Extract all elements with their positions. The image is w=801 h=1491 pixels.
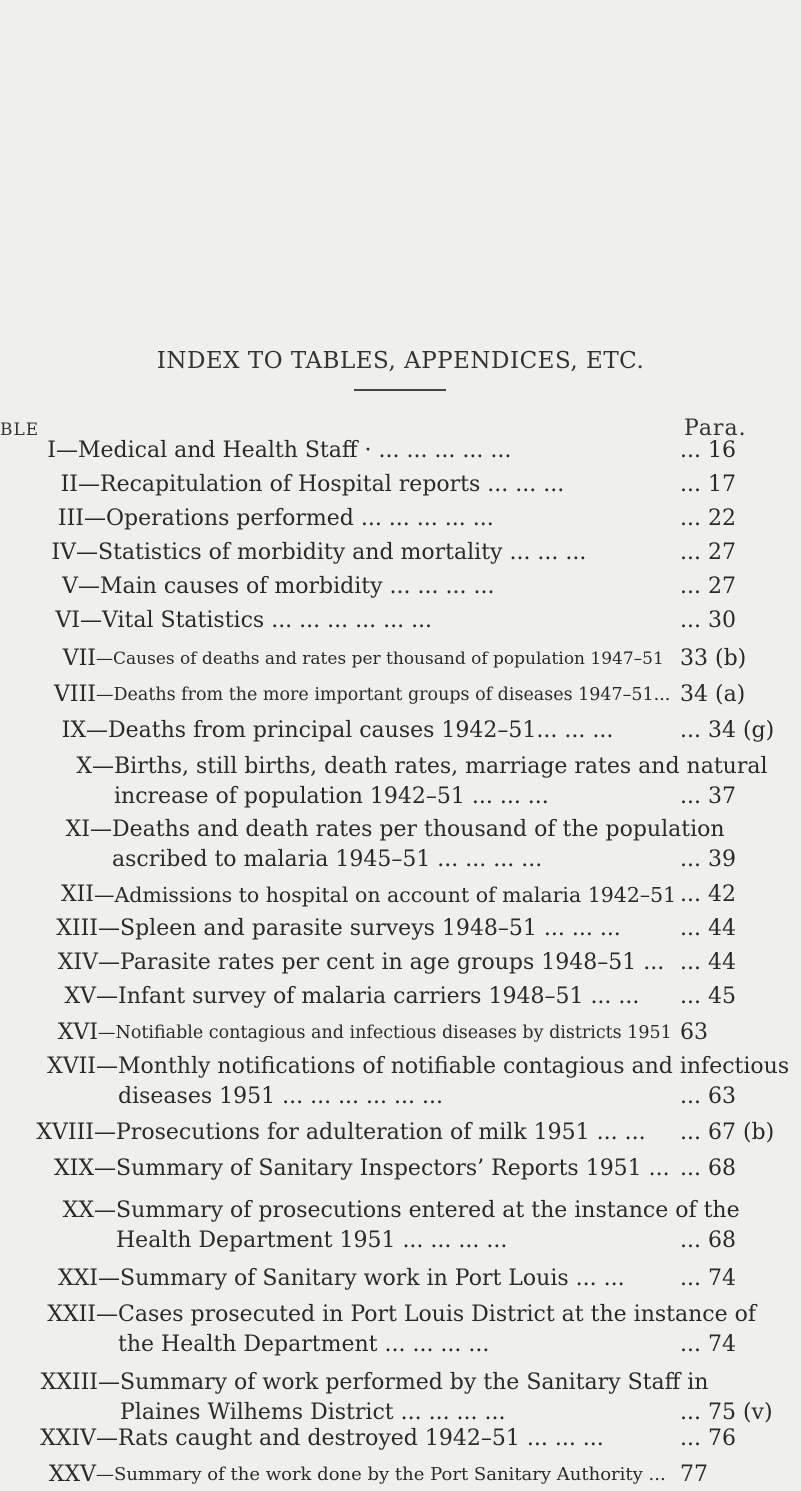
- table-column-header: BLE: [0, 420, 40, 440]
- entry-description: —Recapitulation of Hospital reports ... ... ...: [78, 472, 565, 497]
- para-reference: ... 74: [680, 1266, 736, 1291]
- para-reference: ... 39: [680, 847, 736, 872]
- entry-description: —Operations performed ... ... ... ... ...: [84, 506, 494, 531]
- para-reference: 34 (a): [680, 682, 746, 707]
- table-number: XI: [65, 817, 90, 842]
- table-number: I: [47, 438, 56, 463]
- table-number: XXI: [57, 1266, 98, 1291]
- title-rule: [354, 389, 446, 391]
- para-reference: ... 67 (b): [680, 1120, 775, 1145]
- page-title: INDEX TO TABLES, APPENDICES, ETC.: [156, 348, 645, 374]
- table-number: XVI: [57, 1020, 98, 1045]
- entry-description: —Deaths and death rates per thousand of the population: [90, 817, 725, 842]
- para-reference: ... 74: [680, 1332, 736, 1357]
- para-reference: ... 30: [680, 608, 736, 633]
- para-reference: ... 75 (v): [680, 1400, 773, 1425]
- para-reference: ... 68: [680, 1228, 736, 1253]
- para-reference: ... 42: [680, 882, 736, 907]
- table-number: XIII: [56, 916, 98, 941]
- entry-description: —Notifiable contagious and infectious diseases by districts 1951: [98, 1023, 672, 1043]
- entry-description: —Spleen and parasite surveys 1948–51 ... ... ...: [98, 916, 621, 941]
- para-reference: ... 76: [680, 1426, 736, 1451]
- table-number: XXV: [48, 1462, 96, 1487]
- para-reference: ... 34 (g): [680, 718, 775, 743]
- entry-description: —Births, still births, death rates, marriage rates and natural: [92, 754, 768, 779]
- table-number: II: [60, 472, 78, 497]
- entry-description: —Admissions to hospital on account of malaria 1942–51: [94, 883, 677, 907]
- para-reference: ... 45: [680, 984, 736, 1009]
- para-reference: ... 63: [680, 1084, 736, 1109]
- para-reference: 33 (b): [680, 646, 747, 671]
- para-reference: ... 44: [680, 916, 736, 941]
- entry-description: —Deaths from principal causes 1942–51... ... ...: [86, 718, 614, 743]
- table-number: XXII: [47, 1302, 96, 1327]
- entry-description: —Statistics of morbidity and mortality ... ... ...: [76, 540, 587, 565]
- entry-description: —Causes of deaths and rates per thousand of population 1947–51: [96, 649, 664, 669]
- table-number: III: [57, 506, 84, 531]
- entry-description: —Main causes of morbidity ... ... ... ...: [78, 574, 495, 599]
- table-number: XII: [60, 882, 94, 907]
- entry-description-continued: Health Department 1951 ... ... ... ...: [116, 1228, 508, 1253]
- table-number: XXIII: [40, 1370, 98, 1395]
- entry-description: —Medical and Health Staff · ... ... ... ... ...: [56, 438, 512, 463]
- para-reference: ... 44: [680, 950, 736, 975]
- table-number: IV: [51, 540, 76, 565]
- entry-description: —Infant survey of malaria carriers 1948–51 ... ...: [96, 984, 640, 1009]
- entry-description: —Summary of prosecutions entered at the instance of the: [94, 1198, 740, 1223]
- para-reference: ... 16: [680, 438, 736, 463]
- table-number: XVII: [47, 1054, 96, 1079]
- entry-description: —Parasite rates per cent in age groups 1948–51 ...: [98, 950, 665, 975]
- entry-description-continued: diseases 1951 ... ... ... ... ... ...: [118, 1084, 443, 1109]
- entry-description: —Vital Statistics ... ... ... ... ... ...: [80, 608, 433, 633]
- entry-description: —Rats caught and destroyed 1942–51 ... ... ...: [96, 1426, 604, 1451]
- entry-description: —Summary of the work done by the Port Sanitary Authority ...: [96, 1464, 666, 1485]
- table-number: XX: [62, 1198, 94, 1223]
- entry-description: —Prosecutions for adulteration of milk 1951 ... ...: [94, 1120, 646, 1145]
- para-reference: ... 17: [680, 472, 736, 497]
- table-number: VI: [55, 608, 80, 633]
- para-reference: ... 27: [680, 574, 736, 599]
- para-column-header: Para.: [684, 416, 747, 441]
- table-number: XXIV: [40, 1426, 96, 1451]
- entry-description: —Monthly notifications of notifiable contagious and infectious: [96, 1054, 790, 1079]
- table-number: VII: [62, 646, 96, 671]
- table-number: VIII: [54, 682, 96, 707]
- table-number: XV: [64, 984, 96, 1009]
- para-reference: ... 22: [680, 506, 736, 531]
- table-number: XIX: [53, 1156, 94, 1181]
- entry-description-continued: ascribed to malaria 1945–51 ... ... ... ...: [112, 847, 543, 872]
- para-reference: 63: [680, 1020, 708, 1045]
- table-number: XIV: [57, 950, 98, 975]
- entry-description-continued: increase of population 1942–51 ... ... ...: [114, 784, 549, 809]
- table-number: X: [76, 754, 92, 779]
- para-reference: ... 68: [680, 1156, 736, 1181]
- entry-description: —Cases prosecuted in Port Louis District at the instance of: [96, 1302, 756, 1327]
- para-reference: ... 27: [680, 540, 736, 565]
- entry-description-continued: Plaines Wilhems District ... ... ... ...: [120, 1400, 506, 1425]
- para-reference: 77: [680, 1462, 708, 1487]
- table-number: V: [62, 574, 78, 599]
- entry-description: —Summary of Sanitary work in Port Louis ... ...: [98, 1266, 625, 1291]
- para-reference: ... 37: [680, 784, 736, 809]
- table-number: IX: [61, 718, 86, 743]
- entry-description: —Summary of work performed by the Sanitary Staff in: [98, 1370, 709, 1395]
- table-number: XVIII: [36, 1120, 94, 1145]
- entry-description: —Deaths from the more important groups of diseases 1947–51...: [96, 685, 671, 705]
- entry-description-continued: the Health Department ... ... ... ...: [118, 1332, 490, 1357]
- entry-description: —Summary of Sanitary Inspectors’ Reports 1951 ...: [94, 1156, 670, 1181]
